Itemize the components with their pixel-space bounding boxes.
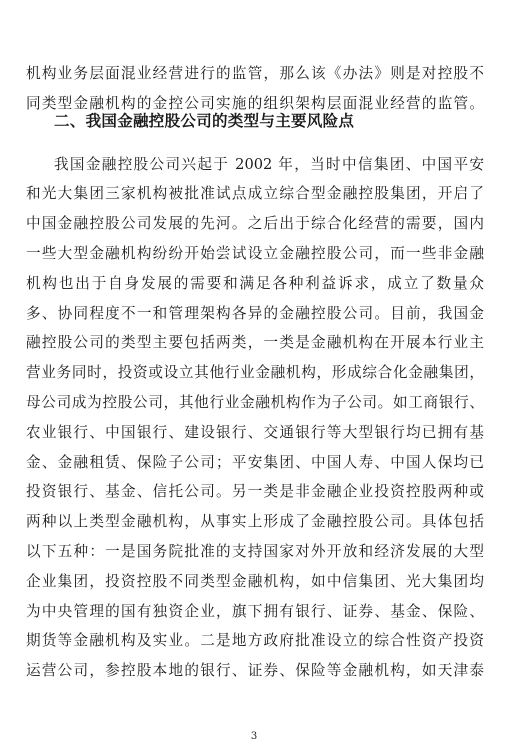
- text-line: 机构也出于自身发展的需要和满足各种利益诉求，成立了数量众: [26, 275, 484, 292]
- text-line: 金、金融租赁、保险子公司；平安集团、中国人寿、中国人保均已: [26, 454, 484, 471]
- text-line: 融控股公司的类型主要包括两类，一类是金融机构在开展本行业主: [26, 334, 484, 351]
- text-line: 机构业务层面混业经营进行的监管，那么该《办法》则是对控股不: [26, 65, 484, 82]
- text-line: 投资银行、基金、信托公司。另一类是非金融企业投资控股两种或: [26, 483, 484, 500]
- section-heading: 二、我国金融控股公司的类型与主要风险点: [54, 112, 355, 130]
- text-line: 母公司成为控股公司，其他行业金融机构作为子公司。如工商银行、: [26, 394, 484, 411]
- text-line: 同类型金融机构的金控公司实施的组织架构层面混业经营的监管。: [26, 95, 484, 112]
- text-line: 营业务同时，投资或设立其他行业金融机构，形成综合化金融集团，: [26, 364, 484, 381]
- text-line: 一些大型金融机构纷纷开始尝试设立金融控股公司，而一些非金融: [26, 245, 484, 262]
- text-line: 为中央管理的国有独资企业，旗下拥有银行、证券、基金、保险、: [26, 603, 484, 620]
- text-line: 中国金融控股公司发展的先河。之后出于综合化经营的需要，国内: [26, 215, 484, 232]
- text-line: 多、协同程度不一和管理架构各异的金融控股公司。目前，我国金: [26, 305, 484, 322]
- text-line: 以下五种：一是国务院批准的支持国家对外开放和经济发展的大型: [26, 543, 484, 560]
- text-line: 和光大集团三家机构被批准试点成立综合型金融控股集团，开启了: [26, 185, 484, 202]
- text-line: 两种以上类型金融机构，从事实上形成了金融控股公司。具体包括: [26, 513, 484, 530]
- text-line: 企业集团，投资控股不同类型金融机构，如中信集团、光大集团均: [26, 573, 484, 590]
- text-line: 期货等金融机构及实业。二是地方政府批准设立的综合性资产投资: [26, 632, 484, 649]
- text-line: 农业银行、中国银行、建设银行、交通银行等大型银行均已拥有基: [26, 424, 484, 441]
- page-number: 3: [250, 731, 258, 742]
- paragraph-first-line: 我国金融控股公司兴起于 2002 年，当时中信集团、中国平安: [54, 156, 484, 173]
- text-line: 运营公司，参控股本地的银行、证券、保险等金融机构，如天津泰: [26, 662, 484, 679]
